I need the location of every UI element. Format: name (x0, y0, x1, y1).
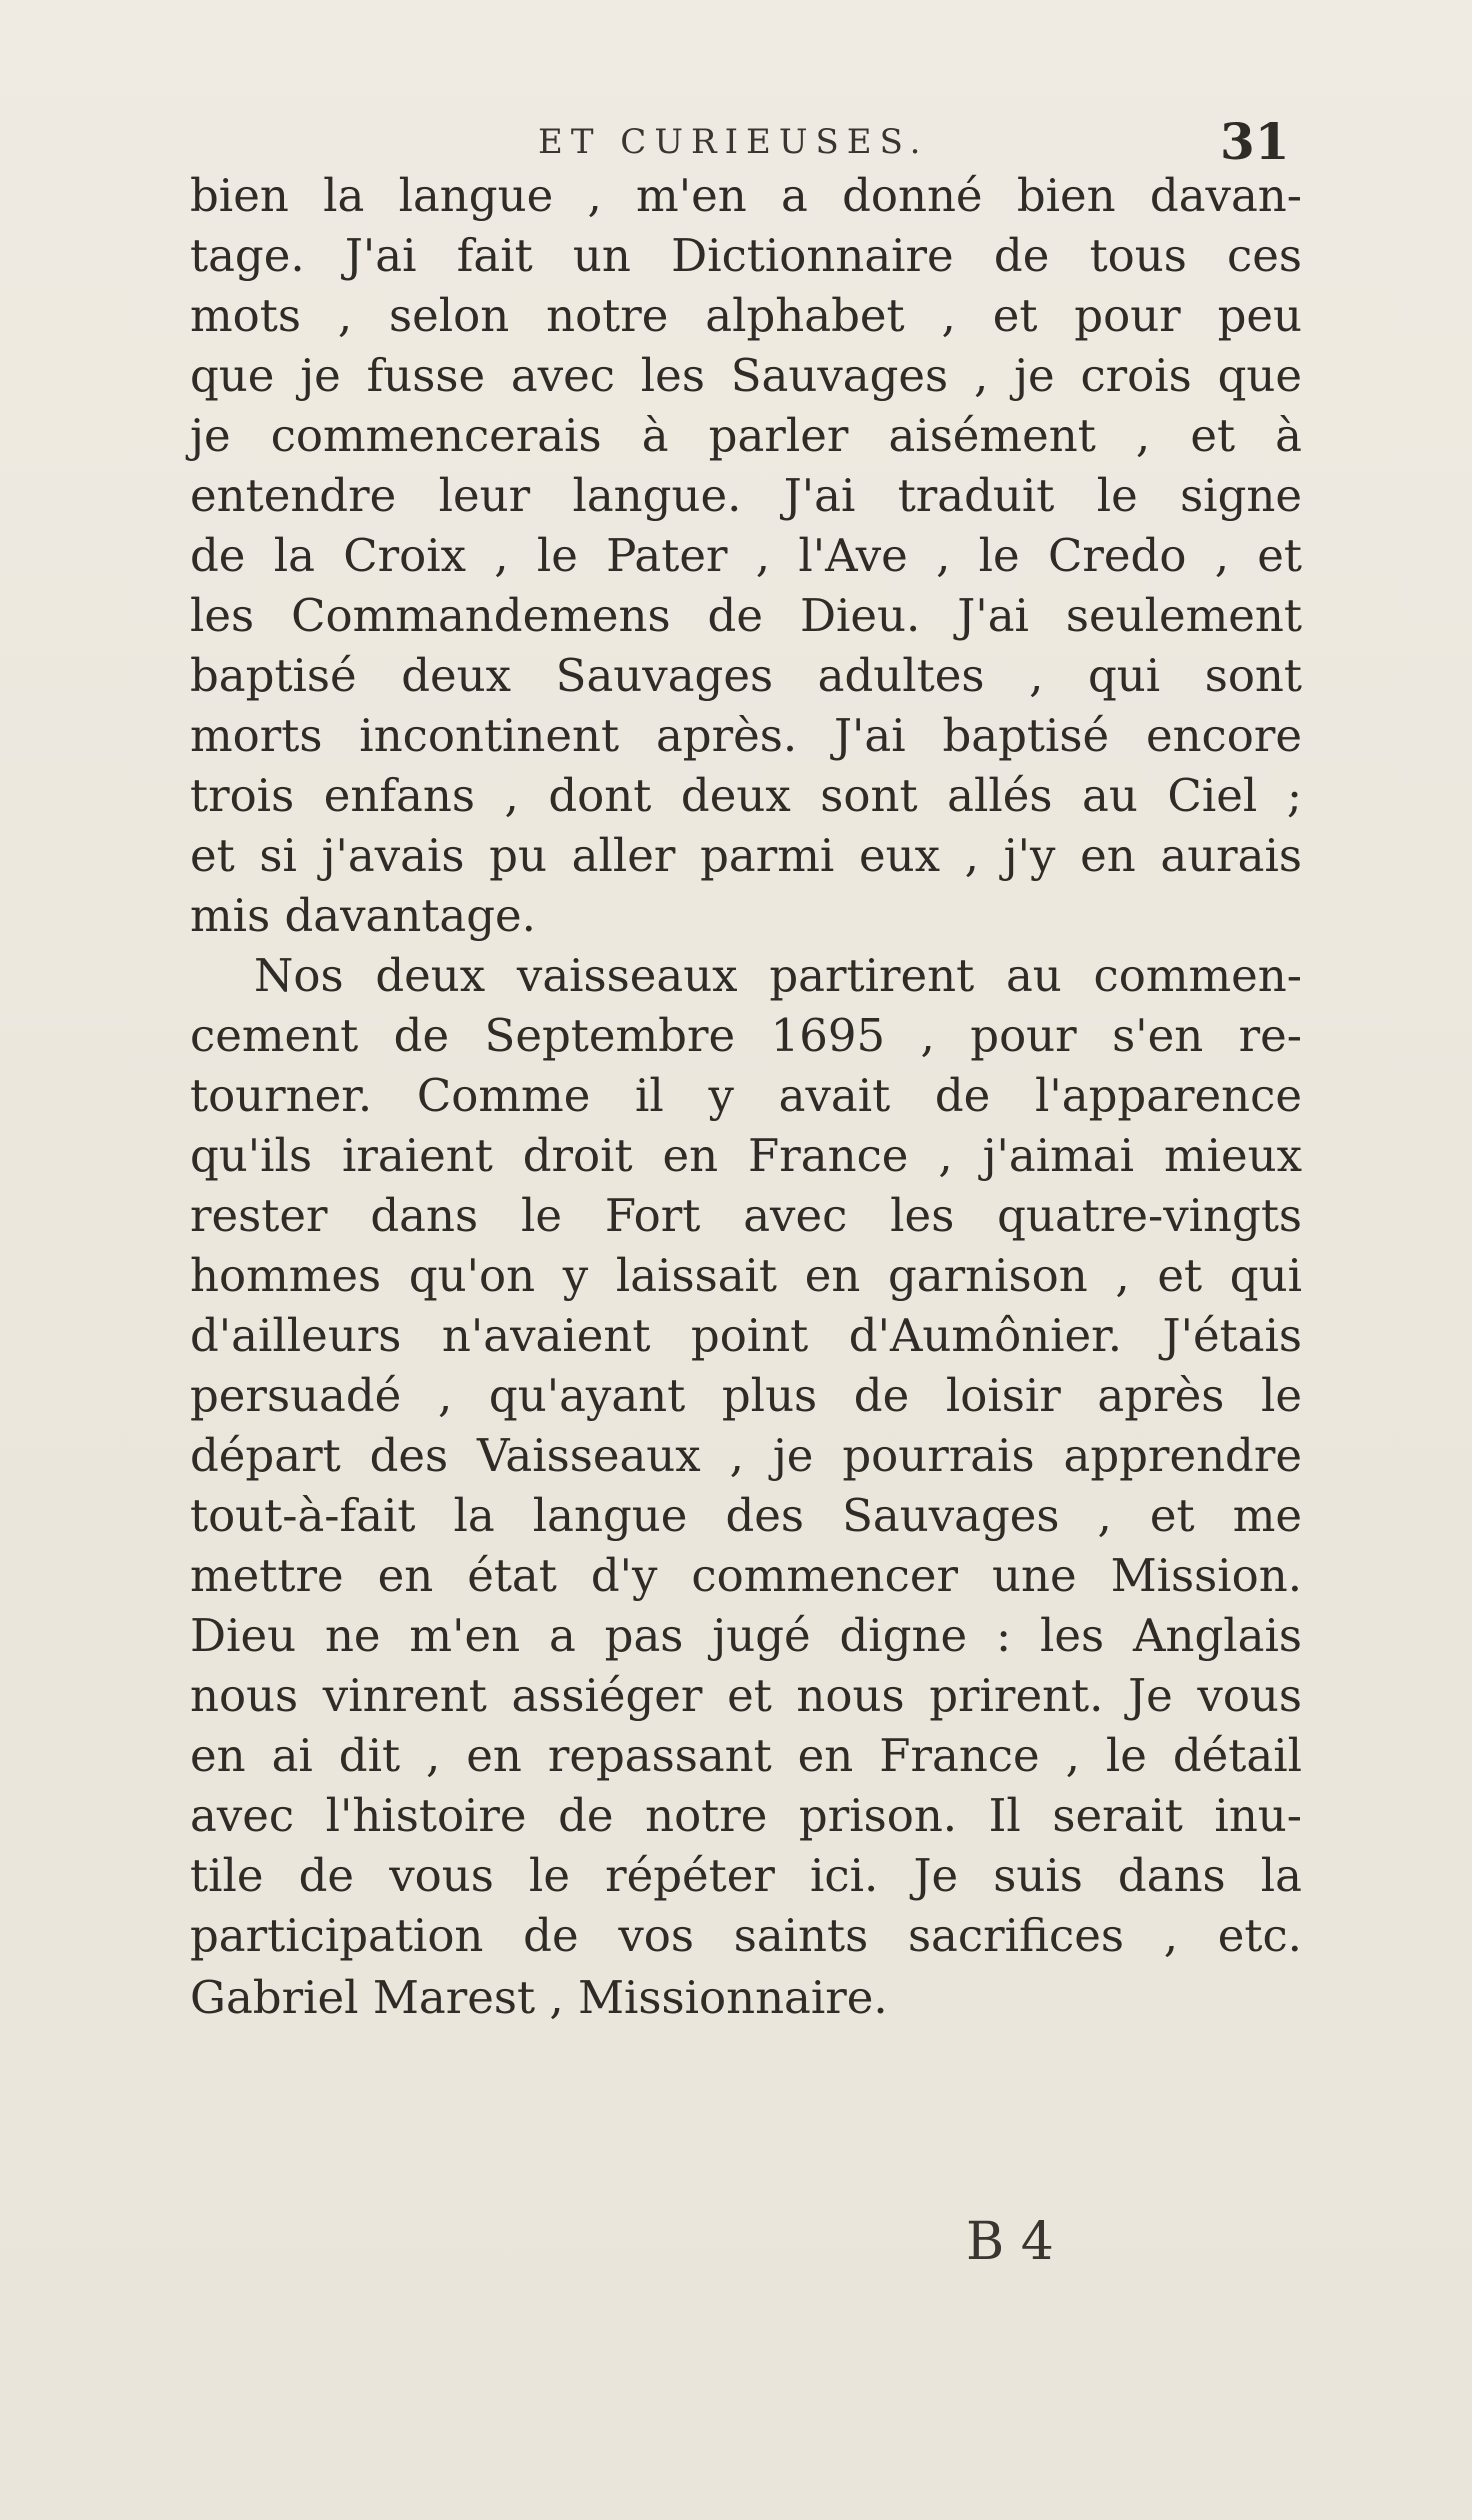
page-number: 31 (1220, 112, 1290, 171)
text-line: qu'ils iraient droit en France , j'aimai mieux (190, 1129, 1302, 1182)
body-text (190, 166, 1302, 2028)
text-line: que je fusse avec les Sauvages , je crois que (190, 349, 1302, 402)
text-line: hommes qu'on y laissait en garnison , et qui (190, 1249, 1302, 1302)
text-line: bien la langue , m'en a donné bien davan- (190, 169, 1302, 222)
text-line: cement de Septembre 1695 , pour s'en re- (190, 1009, 1302, 1062)
text-line: mettre en état d'y commencer une Mission. (190, 1549, 1302, 1602)
text-line: les Commandemens de Dieu. J'ai seulement (190, 589, 1302, 642)
text-line: je commencerais à parler aisément , et à (190, 409, 1302, 462)
text-line: tout-à-fait la langue des Sauvages , et me (190, 1489, 1302, 1542)
text-line: persuadé , qu'ayant plus de loisir après le (190, 1369, 1302, 1422)
signature-line: Gabriel Marest , Missionnaire. (190, 1971, 888, 2024)
text-line: mis davantage. (190, 889, 536, 942)
text-line: mots , selon notre alphabet , et pour peu (190, 289, 1302, 342)
text-line: Nos deux vaisseaux partirent au commen- (254, 949, 1302, 1002)
text-line: avec l'histoire de notre prison. Il serait inu- (190, 1789, 1302, 1842)
text-line: tage. J'ai fait un Dictionnaire de tous ces (190, 229, 1302, 282)
text-line: baptisé deux Sauvages adultes , qui sont (190, 649, 1302, 702)
text-line: participation de vos saints sacrifices , etc. (190, 1909, 1302, 1962)
text-line: tile de vous le répéter ici. Je suis dans la (190, 1849, 1302, 1902)
text-line: trois enfans , dont deux sont allés au Ciel ; (190, 769, 1302, 822)
text-line: en ai dit , en repassant en France , le détail (190, 1729, 1302, 1782)
running-head (0, 112, 1472, 172)
signature-mark: B 4 (966, 2212, 1054, 2272)
text-line: rester dans le Fort avec les quatre-vingts (190, 1189, 1302, 1242)
text-line: entendre leur langue. J'ai traduit le signe (190, 469, 1302, 522)
text-line: tourner. Comme il y avait de l'apparence (190, 1069, 1302, 1122)
running-title: ET CURIEUSES. (538, 122, 929, 162)
text-line: morts incontinent après. J'ai baptisé encore (190, 709, 1302, 762)
text-line: nous vinrent assiéger et nous prirent. Je vous (190, 1669, 1302, 1722)
text-line: départ des Vaisseaux , je pourrais apprendre (190, 1429, 1302, 1482)
text-line: et si j'avais pu aller parmi eux , j'y en aurais (190, 829, 1302, 882)
text-line: de la Croix , le Pater , l'Ave , le Credo , et (190, 529, 1302, 582)
text-line: Dieu ne m'en a pas jugé digne : les Anglais (190, 1609, 1302, 1662)
text-line: d'ailleurs n'avaient point d'Aumônier. J'étais (190, 1309, 1302, 1362)
